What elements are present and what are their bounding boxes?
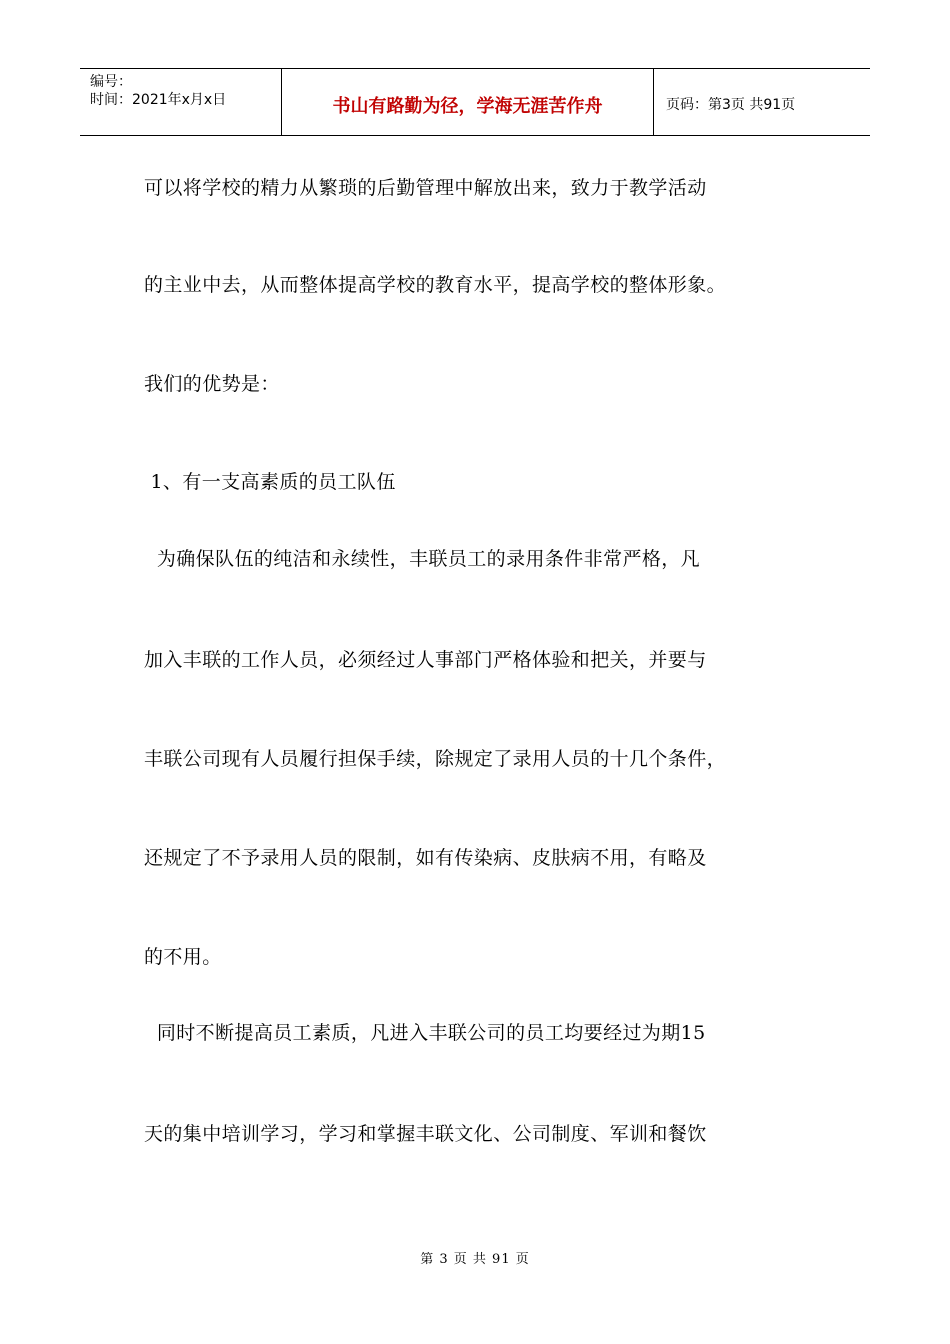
- header-motto: 书山有路勤为径，学海无涯苦作舟: [282, 69, 654, 135]
- body-line: 为确保队伍的纯洁和永续性，丰联员工的录用条件非常严格，凡: [144, 548, 701, 570]
- document-date-label: 时间：2021年x月x日: [90, 92, 227, 108]
- page-footer: 第 3 页 共 91 页: [420, 1252, 530, 1267]
- body-line: 的主业中去，从而整体提高学校的教育水平，提高学校的整体形象。: [144, 274, 727, 296]
- body-line: 还规定了不予录用人员的限制，如有传染病、皮肤病不用，有略及: [144, 847, 707, 869]
- page-header: [80, 68, 870, 136]
- body-line: 加入丰联的工作人员，必须经过人事部门严格体验和把关，并要与: [144, 649, 707, 671]
- body-line: 的不用。: [144, 946, 222, 968]
- body-line: 同时不断提高员工素质，凡进入丰联公司的员工均要经过为期15: [144, 1022, 706, 1044]
- document-number-label: 编号：: [90, 74, 132, 90]
- header-page-info: 页码：第3页 共91页: [666, 97, 796, 113]
- header-meta: [80, 69, 282, 135]
- list-item-heading: 1、有一支高素质的员工队伍: [144, 471, 396, 493]
- body-line: 丰联公司现有人员履行担保手续，除规定了录用人员的十几个条件，: [144, 748, 727, 770]
- body-line: 我们的优势是：: [144, 373, 280, 395]
- body-line: 可以将学校的精力从繁琐的后勤管理中解放出来，致力于教学活动: [144, 177, 707, 199]
- body-line: 天的集中培训学习，学习和掌握丰联文化、公司制度、军训和餐饮: [144, 1123, 707, 1145]
